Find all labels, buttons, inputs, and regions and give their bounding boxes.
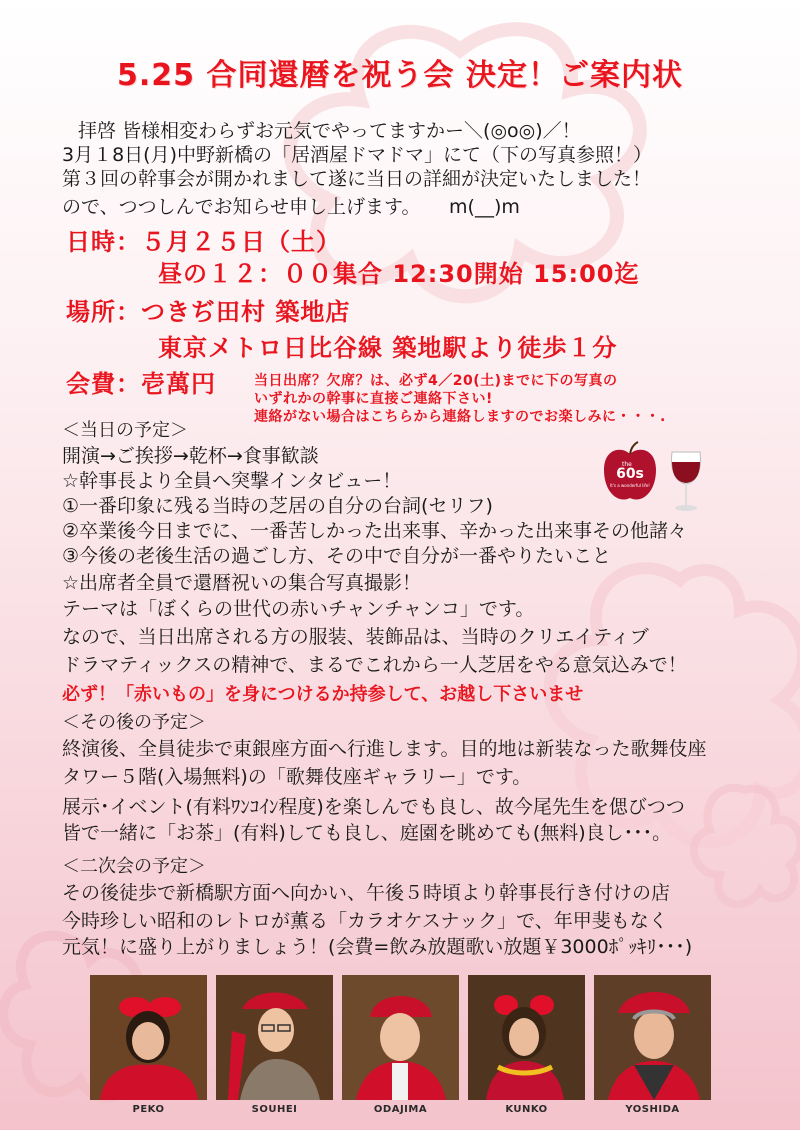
apple-text-big: 60s	[616, 466, 644, 482]
page-title: 5.25 合同還暦を祝う会 決定！ご案内状	[117, 58, 683, 93]
photo-caption: SOUHEI	[251, 1104, 298, 1115]
apple-text-top: the	[622, 461, 632, 468]
fee-note: いずれかの幹事に直接ご連絡下さい!	[254, 391, 493, 407]
schedule-line: 開演→ご挨拶→乾杯→食事歓談	[62, 445, 319, 467]
schedule-line: ☆出席者全員で還暦祝いの集合写真撮影！	[62, 572, 422, 594]
organizer-photo-yoshida	[594, 975, 711, 1100]
red-item-emphasis: 必ず！「赤いもの」を身につけるか持参して、お越し下さいませ	[62, 684, 584, 705]
event-date: 日時：５月２５日（土）	[66, 228, 341, 256]
after-line: タワー５階(入場無料)の「歌舞伎座ギャラリー」です。	[62, 766, 532, 788]
sakura-decoration-icon	[690, 780, 800, 910]
schedule-line: ドラマティックスの精神で、まるでこれから一人芝居をやる意気込みで！	[62, 654, 687, 676]
event-fee: 会費：壱萬円	[66, 370, 216, 398]
photo-caption: ODAJIMA	[373, 1104, 428, 1115]
fee-note: 当日出席？欠席？は、必ず4／20(土)までに下の写真の	[254, 373, 618, 389]
organizer-photo-odajima	[342, 975, 459, 1100]
after-line: 皆で一緒に「お茶」(有料)しても良し、庭園を眺めても(無料)良し･･･。	[62, 822, 672, 844]
schedule-line: ☆幹事長より全員へ突撃インタビュー！	[62, 470, 402, 492]
intro-line: ので、つつしんでお知らせ申し上げます。 m(__)m	[62, 196, 520, 218]
photo-caption: PEKO	[132, 1104, 165, 1115]
second-party-line: 元気！に盛り上がりましょう！(会費=飲み放題歌い放題￥3000ﾎﾟｯｷﾘ･･･)	[62, 936, 693, 958]
schedule-line: テーマは「ぼくらの世代の赤いチャンチャンコ」です。	[62, 598, 535, 620]
intro-line: 第３回の幹事会が開かれまして遂に当日の詳細が決定いたしました！	[62, 168, 652, 190]
second-party-line: その後徒歩で新橋駅方面へ向かい、午後５時頃より幹事長行き付けの店	[62, 882, 671, 904]
photo-caption: KUNKO	[505, 1104, 548, 1115]
schedule-line: ③今後の老後生活の過ごし方、その中で自分が一番やりたいこと	[62, 545, 612, 567]
schedule-line: ②卒業後今日までに、一番苦しかった出来事、辛かった出来事その他諸々	[62, 520, 688, 542]
apple-60s-badge	[600, 440, 660, 506]
fee-note: 連絡がない場合はこちらから連絡しますのでお楽しみに・・・.	[254, 409, 666, 425]
photo-caption: YOSHIDA	[625, 1104, 680, 1115]
intro-line: 3月１8日(月)中野新橋の「居酒屋ドマドマ」にて（下の写真参照！）	[62, 144, 653, 166]
after-line: 展示･イベント(有料ﾜﾝｺｲﾝ程度)を楽しんでも良し、故今尾先生を偲びつつ	[62, 796, 685, 818]
second-party-line: 今時珍しい昭和のレトロが薫る「カラオケスナック」で、年甲斐もなく	[62, 910, 668, 932]
schedule-heading: ＜当日の予定＞	[62, 420, 188, 441]
after-heading: ＜その後の予定＞	[62, 712, 206, 733]
organizer-photo-peko	[90, 975, 207, 1100]
schedule-line: ①一番印象に残る当時の芝居の自分の台詞(セリフ)	[62, 495, 493, 517]
event-access: 東京メトロ日比谷線 築地駅より徒歩１分	[158, 334, 618, 362]
apple-text-small: It's a wonderful life!	[610, 483, 650, 488]
second-party-heading: ＜二次会の予定＞	[62, 856, 206, 877]
after-line: 終演後、全員徒歩で東銀座方面へ行進します。目的地は新装なった歌舞伎座	[62, 738, 707, 760]
wine-glass-icon	[666, 448, 706, 514]
organizer-photo-strip	[90, 975, 710, 1100]
event-place: 場所：つきぢ田村 築地店	[66, 298, 351, 326]
organizer-photo-souhei	[216, 975, 333, 1100]
intro-line: 拝啓 皆様相変わらずお元気でやってますかー＼(◎o◎)／！	[78, 120, 581, 142]
organizer-photo-kunko	[468, 975, 585, 1100]
event-time: 昼の１２：００集合 12:30開始 15:00迄	[158, 260, 640, 288]
schedule-line: なので、当日出席される方の服装、装飾品は、当時のクリエイティブ	[62, 626, 649, 648]
